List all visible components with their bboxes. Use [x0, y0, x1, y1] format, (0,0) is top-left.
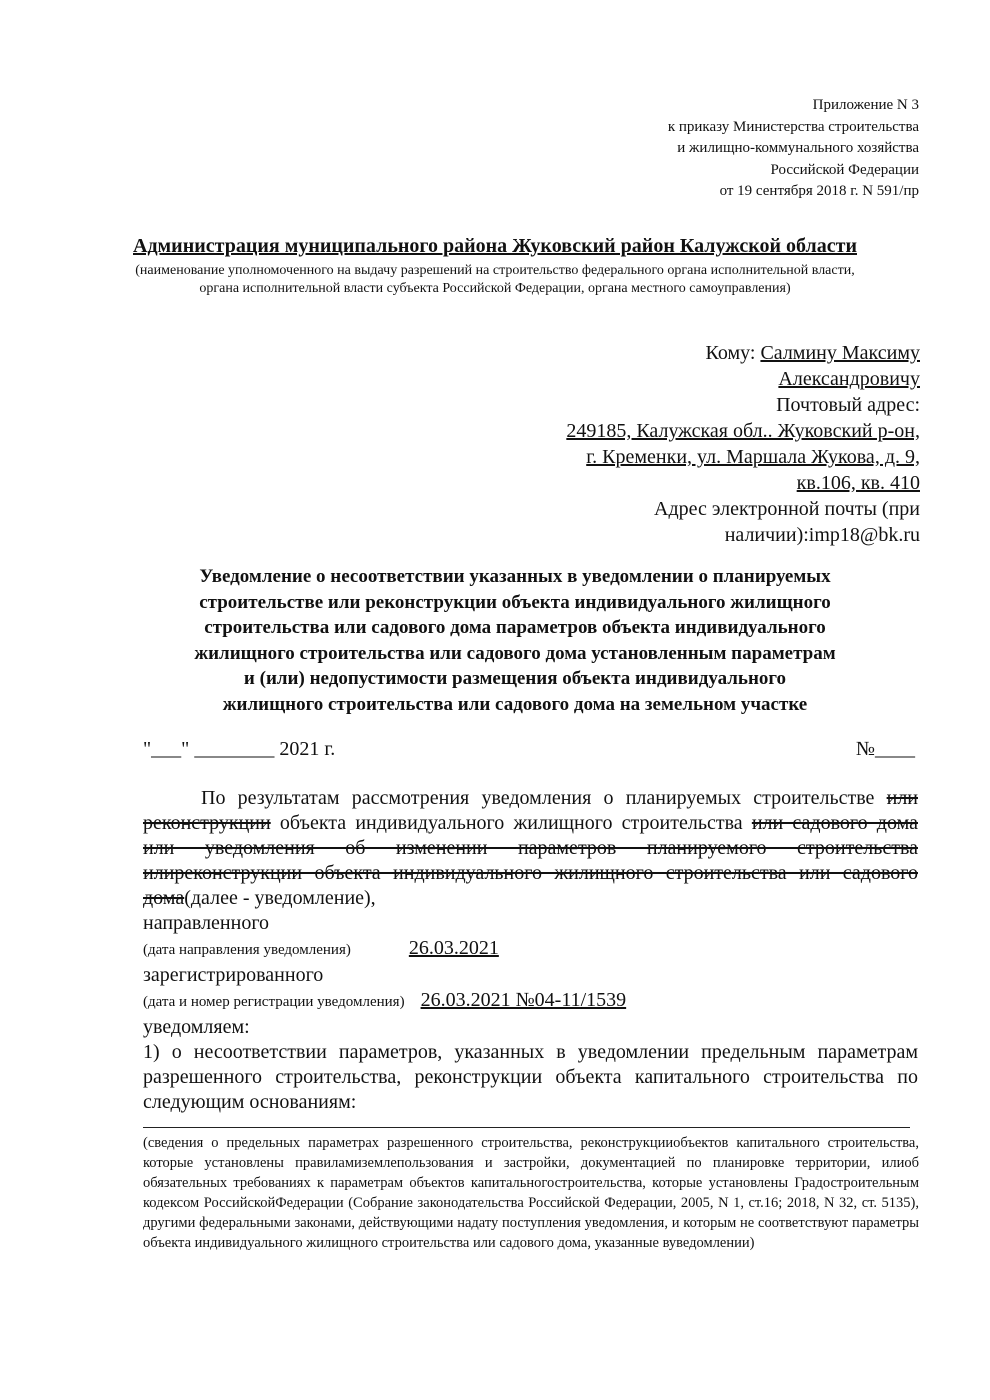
intro-paragraph [143, 786, 918, 911]
recipient-name: Салмину Максиму [760, 342, 920, 364]
sent-date-row [143, 936, 918, 963]
registered-label: зарегистрированного [143, 964, 324, 986]
intro-text: По результатам рассмотрения уведомления о планируемых строительстве [201, 787, 887, 809]
email-value: наличии):imp18@bk.ru [724, 524, 920, 546]
appendix-block [668, 95, 919, 203]
recipient-block [450, 340, 920, 548]
document-title [140, 564, 890, 717]
appendix-line: и жилищно-коммунального хозяйства [677, 140, 919, 156]
authority-block [60, 232, 930, 298]
document-date: "___" ________ 2021 г. [143, 738, 336, 760]
document-number: №____ [855, 738, 915, 760]
authority-name: Администрация муниципального района Жуковский район Калужской области [133, 235, 857, 257]
sent-date-value: 26.03.2021 [408, 937, 499, 959]
title-line: Уведомление о несоответствии указанных в уведомлении о планируемых [199, 566, 831, 587]
title-line: жилищного строительства или садового дома на земельном участке [222, 693, 808, 715]
intro-text: (далее - уведомление), [184, 887, 376, 909]
notify-label: уведомляем: [143, 1016, 250, 1038]
recipient-name-line [450, 340, 920, 366]
title-line: строительства или садового дома параметров объекта индивидуального [204, 617, 826, 638]
reg-value: 26.03.2021 №04-11/1539 [420, 989, 627, 1011]
authority-note: (наименование уполномоченного на выдачу разрешений на строительство федерального органа исполнительной власти, органа исполнительной власти субъекта Российской Федерации, органа местного самоуправления) [135, 263, 855, 296]
item-1: 1) о несоответствии параметров, указанных в уведомлении предельным параметрам разрешенного строительства, реконструкции объекта капитального строительства по следующим основаниям: [143, 1041, 918, 1113]
sent-date-label: (дата направления уведомления) [143, 942, 351, 958]
sent-label: направленного [143, 912, 270, 934]
footnote-divider [143, 1127, 910, 1128]
intro-text: объекта индивидуального жилищного строительства [270, 812, 752, 834]
date-number-line [143, 738, 915, 761]
title-line: и (или) недопустимости размещения объекта индивидуального [243, 668, 787, 689]
struck-text: или садового дома или уведомления об изменении параметров планируемого строительства илиреконструкции объекта индивидуального жилищного строительства или садового дома [143, 812, 918, 909]
appendix-line: Российской Федерации [770, 161, 919, 178]
reg-row [143, 988, 918, 1015]
to-label: Кому: [705, 342, 761, 364]
email-label: Адрес электронной почты (при [654, 498, 920, 520]
recipient-name-cont: Александровичу [778, 368, 920, 390]
title-line: строительстве или реконструкции объекта индивидуального жилищного [199, 591, 831, 613]
appendix-line: Приложение N 3 [812, 97, 919, 113]
appendix-line: к приказу Министерства строительства [667, 118, 919, 135]
address-line: кв.106, кв. 410 [796, 472, 920, 494]
reg-label: (дата и номер регистрации уведомления) [143, 994, 405, 1010]
document-body [143, 786, 918, 1115]
postal-label: Почтовый адрес: [776, 394, 920, 416]
address-line: 249185, Калужская обл.. Жуковский р-он, [566, 420, 920, 442]
footnote: (сведения о предельных параметрах разрешенного строительства, реконструкцииобъектов капитального строительства, которые установлены правиламиземлепользования и застройки, документацией по планировке территории, илиоб обязательных требованиях к параметрам объектов капитальногостроительства, которые установлены Градостроительным кодексом РоссийскойФедерации (Собрание законодательства Российской Федерации, 2005, N 1, ст.16; 2018, N 32, ст. 5135), другими федеральными законами, действующими надату поступления уведомления, и которым не соответствуют параметры объекта индивидуального жилищного строительства или садового дома, указанные вуведомлении) [143, 1135, 919, 1251]
struck-text: или реконструкции [143, 787, 918, 834]
title-line: жилищного строительства или садового дома установленным параметрам [194, 642, 836, 664]
appendix-line: от 19 сентября 2018 г. N 591/пр [719, 183, 919, 199]
address-line: г. Кременки, ул. Маршала Жукова, д. 9, [586, 446, 920, 468]
